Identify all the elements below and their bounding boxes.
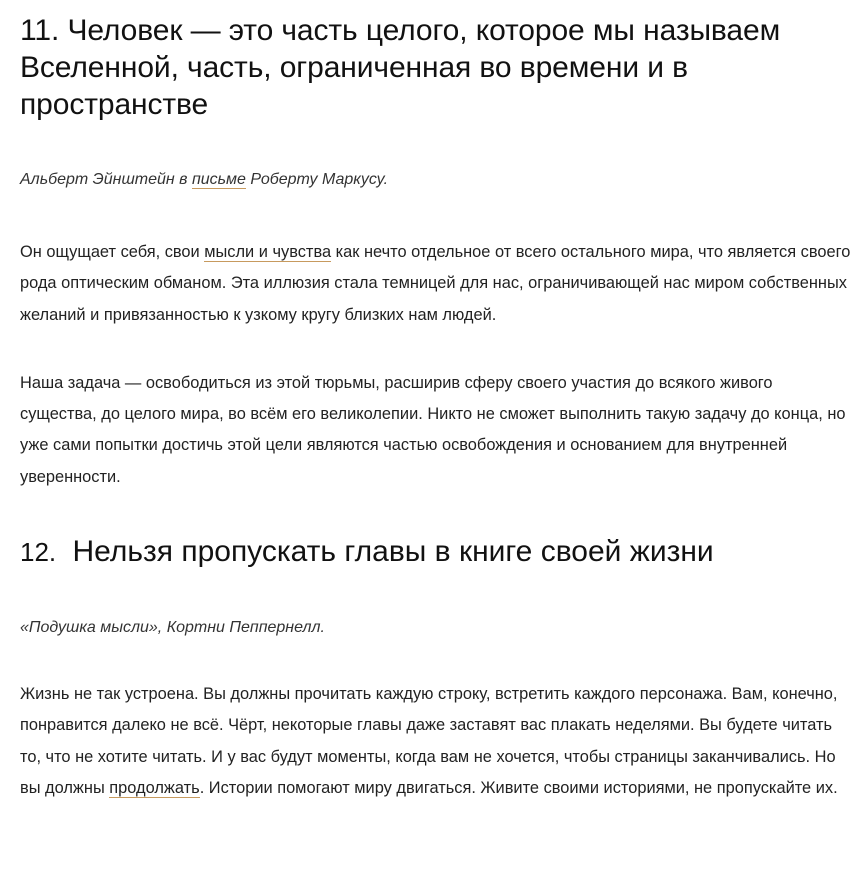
- section-11-paragraph-1: [20, 237, 852, 331]
- thoughts-feelings-link[interactable]: мысли и чувства: [204, 243, 332, 261]
- section-11-citation: [20, 169, 852, 191]
- section-11-title: Человек — это часть целого, которое мы называем Вселенной, часть, ограниченная во времени и в пространстве: [20, 14, 781, 121]
- section-12-heading: [20, 533, 852, 571]
- citation-text: Роберту Маркусу.: [245, 171, 389, 188]
- paragraph-text: . Истории помогают миру двигаться. Живите своими историями, не пропускайте их.: [199, 778, 838, 797]
- continue-link[interactable]: продолжать: [109, 778, 200, 797]
- section-12-paragraph-1: [20, 679, 852, 804]
- section-11-number: 11.: [20, 14, 60, 47]
- citation-text: Альберт Эйнштейн в: [20, 171, 192, 188]
- section-11-paragraph-2: Наша задача — освободиться из этой тюрьмы, расширив сферу своего участия до всякого живого существа, до целого мира, во всём его великолепии. Никто не сможет выполнить такую задачу до конца, но уже сами попытки достичь этой цели являются частью освобождения и основанием для внутренней уверенности.: [20, 373, 846, 486]
- section-12-title: Нельзя пропускать главы в книге своей жизни: [72, 535, 714, 569]
- section-11-heading: [20, 0, 852, 123]
- article-body: [20, 0, 852, 804]
- paragraph-text: Он ощущает себя, свои: [20, 243, 205, 261]
- paragraph-text: как нечто отдельное от всего остального мира, что является своего рода оптическим обманом. Эта иллюзия стала темницей для нас, ограничивающей нас миром собственных желаний и привязанностью к узкому кругу близких нам людей.: [20, 243, 851, 324]
- paragraph-text: Жизнь не так устроена. Вы должны прочитать каждую строку, встретить каждого персонажа. Вам, конечно, понравится далеко не всё. Чёрт, некоторые главы даже заставят вас плакать неделями. Вы будете читать то, что не хотите читать. И у вас будут моменты, когда вам не хочется, чтобы страницы заканчивались. Но вы должны: [20, 685, 838, 797]
- section-12-number: 12.: [20, 537, 57, 568]
- section-11: [20, 0, 852, 493]
- section-12: [20, 533, 852, 804]
- letter-link[interactable]: письме: [191, 171, 246, 188]
- section-12-citation: «Подушка мысли», Кортни Пеппернелл.: [20, 619, 325, 637]
